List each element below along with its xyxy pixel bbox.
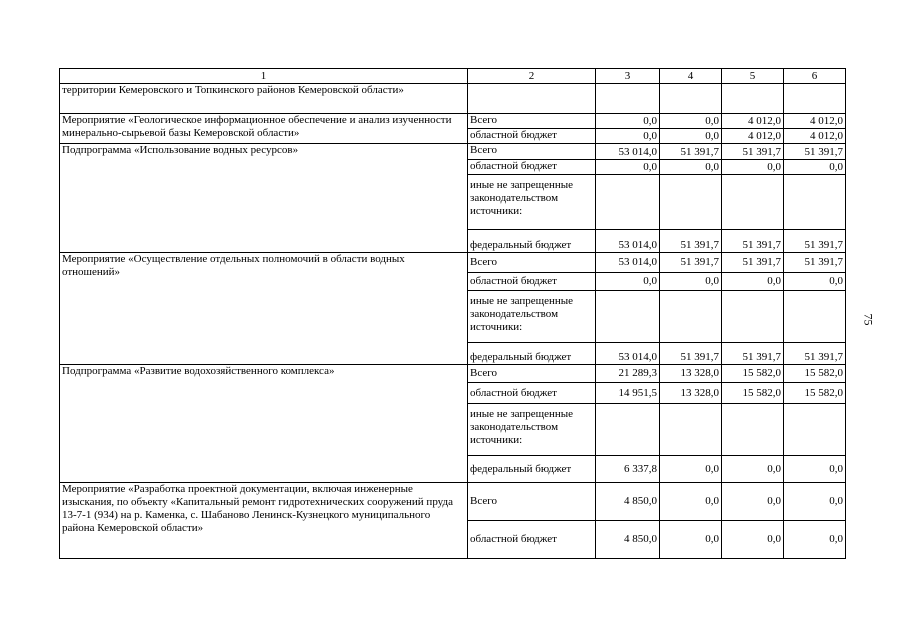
value-cell [784, 404, 846, 456]
table-row [60, 114, 846, 129]
page-number: 75 [861, 313, 876, 326]
activity-name: Подпрограмма «Развитие водохозяйственного комплекса» [60, 365, 468, 483]
value-cell: 53 014,0 [596, 230, 660, 253]
activity-name: Мероприятие «Осуществление отдельных полномочий в области водных отношений» [60, 253, 468, 365]
value-cell: 51 391,7 [660, 144, 722, 160]
value-cell: 0,0 [660, 273, 722, 291]
value-cell: 51 391,7 [660, 253, 722, 273]
value-cell: 0,0 [596, 114, 660, 129]
funding-source: областной бюджет [468, 521, 596, 559]
value-cell: 51 391,7 [660, 230, 722, 253]
table-row [60, 483, 846, 521]
funding-source [468, 84, 596, 114]
value-cell [722, 84, 784, 114]
funding-source: областной бюджет [468, 383, 596, 404]
activity-name: Подпрограмма «Использование водных ресурсов» [60, 144, 468, 253]
funding-source: областной бюджет [468, 129, 596, 144]
value-cell [660, 175, 722, 230]
activity-name: Мероприятие «Геологическое информационное обеспечение и анализ изученности минерально-сырьевой базы Кемеровской области» [60, 114, 468, 144]
value-cell: 0,0 [660, 456, 722, 483]
funding-source: Всего [468, 114, 596, 129]
value-cell: 4 012,0 [784, 129, 846, 144]
value-cell: 14 951,5 [596, 383, 660, 404]
value-cell: 51 391,7 [660, 343, 722, 365]
table-row [60, 365, 846, 383]
value-cell: 6 337,8 [596, 456, 660, 483]
funding-source: Всего [468, 253, 596, 273]
value-cell: 0,0 [784, 456, 846, 483]
value-cell: 0,0 [722, 160, 784, 175]
funding-source: иные не запрещенные законодательством источники: [468, 404, 596, 456]
value-cell: 0,0 [784, 521, 846, 559]
value-cell: 0,0 [596, 273, 660, 291]
activity-name: территории Кемеровского и Топкинского районов Кемеровской области» [60, 84, 468, 114]
budget-table [59, 68, 846, 559]
value-cell: 0,0 [722, 273, 784, 291]
funding-source: Всего [468, 144, 596, 160]
funding-source: федеральный бюджет [468, 456, 596, 483]
value-cell: 51 391,7 [784, 230, 846, 253]
funding-source: Всего [468, 365, 596, 383]
value-cell: 4 850,0 [596, 521, 660, 559]
value-cell [784, 291, 846, 343]
funding-source: областной бюджет [468, 273, 596, 291]
value-cell [660, 84, 722, 114]
value-cell: 15 582,0 [722, 365, 784, 383]
value-cell: 0,0 [660, 160, 722, 175]
value-cell: 51 391,7 [722, 253, 784, 273]
value-cell: 0,0 [784, 160, 846, 175]
header-cell: 5 [722, 69, 784, 84]
value-cell: 51 391,7 [784, 144, 846, 160]
value-cell [660, 291, 722, 343]
value-cell: 51 391,7 [784, 253, 846, 273]
value-cell [596, 291, 660, 343]
table-row [60, 84, 846, 114]
funding-source: иные не запрещенные законодательством источники: [468, 291, 596, 343]
value-cell: 0,0 [784, 483, 846, 521]
value-cell: 51 391,7 [722, 343, 784, 365]
value-cell: 0,0 [660, 521, 722, 559]
value-cell: 4 012,0 [722, 129, 784, 144]
value-cell: 51 391,7 [722, 144, 784, 160]
header-cell: 3 [596, 69, 660, 84]
value-cell: 0,0 [784, 273, 846, 291]
header-cell: 4 [660, 69, 722, 84]
value-cell: 21 289,3 [596, 365, 660, 383]
table-row [60, 253, 846, 273]
table-header-row [60, 69, 846, 84]
value-cell: 13 328,0 [660, 383, 722, 404]
value-cell: 0,0 [660, 483, 722, 521]
value-cell: 53 014,0 [596, 144, 660, 160]
value-cell [722, 175, 784, 230]
funding-source: иные не запрещенные законодательством источники: [468, 175, 596, 230]
value-cell [722, 404, 784, 456]
header-cell: 1 [60, 69, 468, 84]
value-cell: 4 850,0 [596, 483, 660, 521]
funding-source: областной бюджет [468, 160, 596, 175]
value-cell: 53 014,0 [596, 253, 660, 273]
value-cell: 0,0 [722, 456, 784, 483]
table-row [60, 144, 846, 160]
value-cell: 15 582,0 [784, 383, 846, 404]
funding-source: Всего [468, 483, 596, 521]
value-cell: 0,0 [660, 129, 722, 144]
value-cell: 15 582,0 [784, 365, 846, 383]
value-cell [596, 175, 660, 230]
value-cell: 51 391,7 [784, 343, 846, 365]
value-cell [784, 175, 846, 230]
header-cell: 2 [468, 69, 596, 84]
value-cell: 53 014,0 [596, 343, 660, 365]
header-cell: 6 [784, 69, 846, 84]
value-cell: 0,0 [722, 521, 784, 559]
value-cell [660, 404, 722, 456]
funding-source: федеральный бюджет [468, 230, 596, 253]
value-cell: 4 012,0 [722, 114, 784, 129]
value-cell [722, 291, 784, 343]
value-cell [596, 84, 660, 114]
value-cell [784, 84, 846, 114]
funding-source: федеральный бюджет [468, 343, 596, 365]
value-cell: 51 391,7 [722, 230, 784, 253]
value-cell: 0,0 [596, 160, 660, 175]
value-cell: 4 012,0 [784, 114, 846, 129]
value-cell: 0,0 [660, 114, 722, 129]
value-cell [596, 404, 660, 456]
value-cell: 13 328,0 [660, 365, 722, 383]
value-cell: 0,0 [722, 483, 784, 521]
value-cell: 15 582,0 [722, 383, 784, 404]
activity-name: Мероприятие «Разработка проектной документации, включая инженерные изыскания, по объекту «Капитальный ремонт гидротехнических сооружений пруда 13-7-1 (934) на р. Каменка, с. Шабаново Ленинск-Кузнецкого муниципального района Кемеровской области» [60, 483, 468, 559]
value-cell: 0,0 [596, 129, 660, 144]
